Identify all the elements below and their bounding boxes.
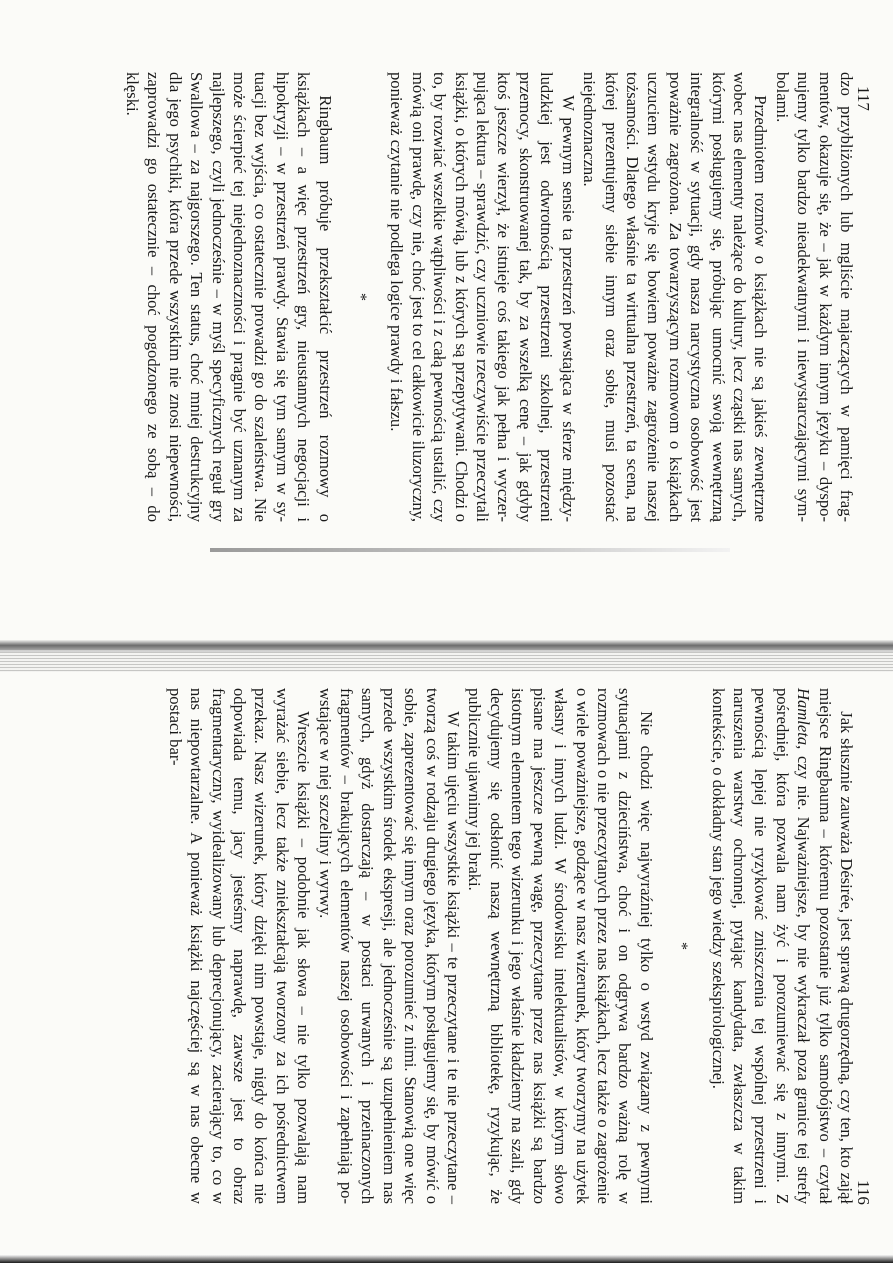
paragraph: W pewnym sensie ta przestrzeń powstająca w sferze międzyludzkiej jest odwrotnością przestrzeni szkolnej, przestrzeni przemocy, skonstruowanej tak, by za wszelką cenę – jak gdyby ktoś jeszcze wierzył, że istnieje coś takiego jak pełna i wyczerpująca lektura – sprawdzić, czy uczniowie rzeczywiście przeczytali książki, o których mówią, lub z których są przepytywani. Chodzi o to, by rozwiać wszelkie wątpliwości i z całą pewnością ustalić, czy mówią oni prawdę, czy nie, choć jest to cel całkowicie iluzoryczny, ponieważ czytanie nie podlega logice prawdy i fałszu. [387,72,578,522]
paragraph: Jak słusznie zauważa Désirée, jest sprawą drugorzędną, czy ten, kto zajął miejsce Ringbauma – któremu pozostanie już tylko samobójstwo – czytał Hamleta, czy nie. Najważniejsze, by nie wykraczał poza granice tej strefy pośredniej, która pozwala nam żyć i porozumiewać się z innymi. Z pewnością lepiej nie ryzykować zniszczenia tej wspólnej przestrzeni i naruszenia warstwy ochronnej, pytając kandydata, zwłaszcza w takim kontekście, o dokładny stan jego wiedzy szekspirologicznej. [708,688,856,1204]
paragraph: Wreszcie książki – podobnie jak słowa – nie tylko pozwalają nam wyrażać siebie, lecz także zniekształcają tworzony za ich pośrednictwem przekaz. Nasz wizerunek, który dzięki nim powstaje, nigdy do końca nie odpowiada temu, jacy jesteśmy naprawdę, zawsze jest to obraz fragmentaryczny, wyidealizowany lub deprecjonujący, zacierający to, co w nas niepowtarzalne. A ponieważ książki najczęściej są w nas obecne w postaci bar- [165,688,314,1204]
paragraph: Nie chodzi więc najwyraźniej tylko o wstyd związany z pewnymi sytuacjami z dzieciństwa, choć i on odgrywa bardzo ważną rolę w rozmowach o nie przeczytanych przez nas książkach, lecz także o zagrożenie o wiele poważniejsze, godzące w nasz wizerunek, który tworzymy na użytek własny i innych ludzi. W środowisku intelektualistów, w którym słowo pisane ma jeszcze pewną wagę, przeczytane przez nas książki są bardzo istotnym elementem tego wizerunku i jego właśnie kładziemy na szali, gdy decydujemy się odsłonić naszą wewnętrzną bibliotekę, ryzykując, że publicznie ujawnimy jej braki. [465,688,656,1204]
paragraph: Przedmiotem rozmów o książkach nie są jakieś zewnętrzne wobec nas elementy należące do kultury, lecz cząstki nas samych, którymi posługujemy się, próbując umocnić swoją wewnętrzną integralność w sytuacji, gdy nasza narcystyczna osobowość jest poważnie zagrożona. Za towarzyszącym rozmowom o książkach uczuciem wstydu kryje się bowiem poważne zagrożenie naszej tożsamości. Dlatego właśnie ta wirtualna przestrzeń, ta scena, na której prezentujemy siebie innym oraz sobie, musi pozostać niejednoznaczna. [580,72,771,522]
italic-title: Hamleta [794,688,814,746]
page-116-text [164,688,857,1204]
paragraph: Ringbaum próbuje przekształcić przestrzeń rozmowy o książkach – a więc przestrzeń gry, nieustannych negocjacji i hipokryzji – w przestrzeń prawdy. Stawia się tym samym w sytuacji bez wyjścia, co ostatecznie prowadzi go do szaleństwa. Nie może ścierpieć tej niejednoznaczności i pragnie być uznanym za najlepszego, czyli jednocześnie – w myśl specyficznych reguł gry Swallowa – za najgorszego. Ten status, choć mniej destrukcyjny dla jego psychiki, która przede wszystkim nie znosi niepewności, zaprowadzi go ostatecznie – choć pogodzonego ze sobą – do klęski. [123,72,335,522]
scan-bottom-edge [0,1255,893,1263]
page-number-116: 116 [854,1180,873,1205]
section-separator: * [352,293,370,301]
paragraph: dzo przybliżonych lub mgliście majaczących w pamięci fragmentów, okazuje się, że – jak w każdym innym języku – dysponujemy tylko bardzo nieadekwatnymi i niewystarczającymi symbolami. [772,72,856,522]
section-separator: * [673,942,691,950]
page-number-117: 117 [854,86,873,111]
page-gutter-shadow [210,548,730,552]
paragraph: W takim ujęciu wszystkie książki – te przeczytane i te nie przeczytane – tworzą coś w rodzaju drugiego języka, którym posługujemy się, by mówić o sobie, zaprezentować się innym oraz porozumieć z nimi. Stanowią one więc przede wszystkim środek ekspresji, ale jednocześnie są uzupełnieniem nas samych, gdyż dostarczają – w postaci urwanych i przeinaczonych fragmentów – brakujących elementów naszej osobowości i zapełniają powstające w niej szczeliny i wyrwy. [315,688,464,1204]
page-117-text [122,72,857,522]
page-edge-lines [0,650,893,672]
